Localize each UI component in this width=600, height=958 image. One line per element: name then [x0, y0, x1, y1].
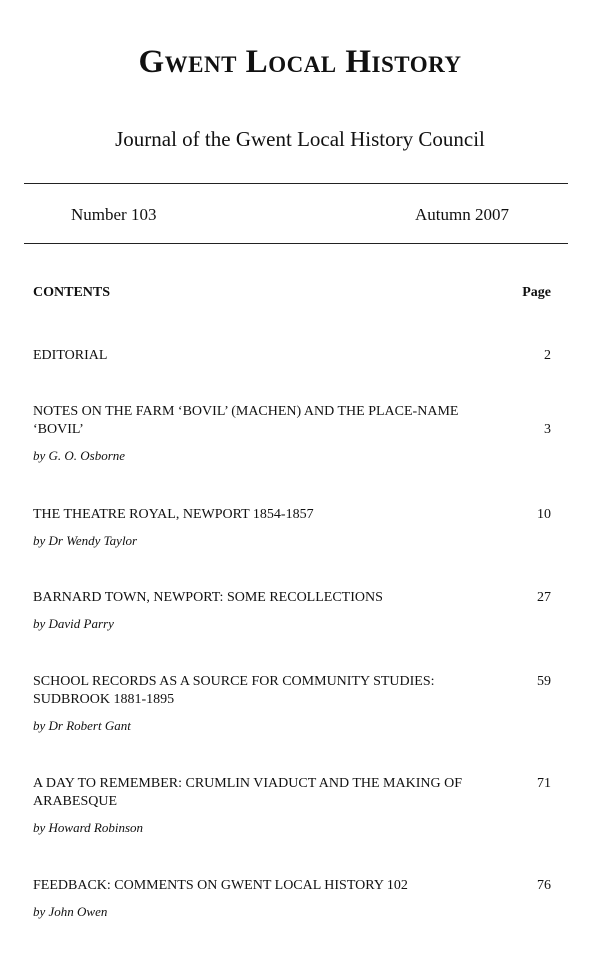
- entry-title: FEEDBACK: COMMENTS ON GWENT LOCAL HISTORY 102: [33, 878, 408, 893]
- entry-author: by Dr Wendy Taylor: [33, 533, 138, 548]
- entry-title: NOTES ON THE FARM ‘BOVIL’ (MACHEN) AND THE PLACE-NAME ‘BOVIL’: [33, 404, 459, 437]
- bottom-divider: [24, 243, 568, 244]
- entry-author: by David Parry: [33, 616, 114, 631]
- contents-header: [33, 285, 551, 301]
- entry-page: 76: [537, 878, 551, 893]
- entry-title: SCHOOL RECORDS AS A SOURCE FOR COMMUNITY STUDIES: SUDBROOK 1881-1895: [33, 674, 435, 707]
- entry-title: THE THEATRE ROYAL, NEWPORT 1854-1857: [33, 507, 314, 522]
- journal-subtitle: Journal of the Gwent Local History Council: [115, 127, 485, 151]
- contents-entry: [33, 506, 551, 549]
- contents-entry: [33, 775, 551, 836]
- top-divider: [24, 183, 568, 184]
- contents-entry: [33, 403, 551, 464]
- contents-entry: [33, 673, 551, 734]
- issue-number: Number 103: [71, 205, 157, 224]
- contents-entry: [33, 589, 551, 632]
- entry-title: BARNARD TOWN, NEWPORT: SOME RECOLLECTIONS: [33, 590, 383, 605]
- contents-entry: [33, 347, 551, 365]
- contents-entry: [33, 877, 551, 920]
- entry-page: 3: [544, 422, 551, 437]
- journal-title: Gwent Local History: [138, 44, 462, 80]
- page-column-heading: Page: [522, 285, 551, 300]
- issue-season: Autumn 2007: [415, 205, 509, 224]
- entry-author: by John Owen: [33, 904, 108, 919]
- entry-author: by Dr Robert Gant: [33, 718, 131, 733]
- entry-page: 2: [544, 348, 551, 363]
- entry-page: 10: [537, 507, 551, 522]
- entry-title: EDITORIAL: [33, 348, 108, 363]
- entry-author: by G. O. Osborne: [33, 448, 126, 463]
- entry-title: A DAY TO REMEMBER: CRUMLIN VIADUCT AND THE MAKING OF ARABESQUE: [33, 776, 462, 809]
- entry-page: 59: [537, 674, 551, 689]
- contents-heading: CONTENTS: [33, 285, 111, 300]
- entry-page: 71: [537, 776, 551, 791]
- entry-page: 27: [537, 590, 551, 605]
- entry-author: by Howard Robinson: [33, 820, 144, 835]
